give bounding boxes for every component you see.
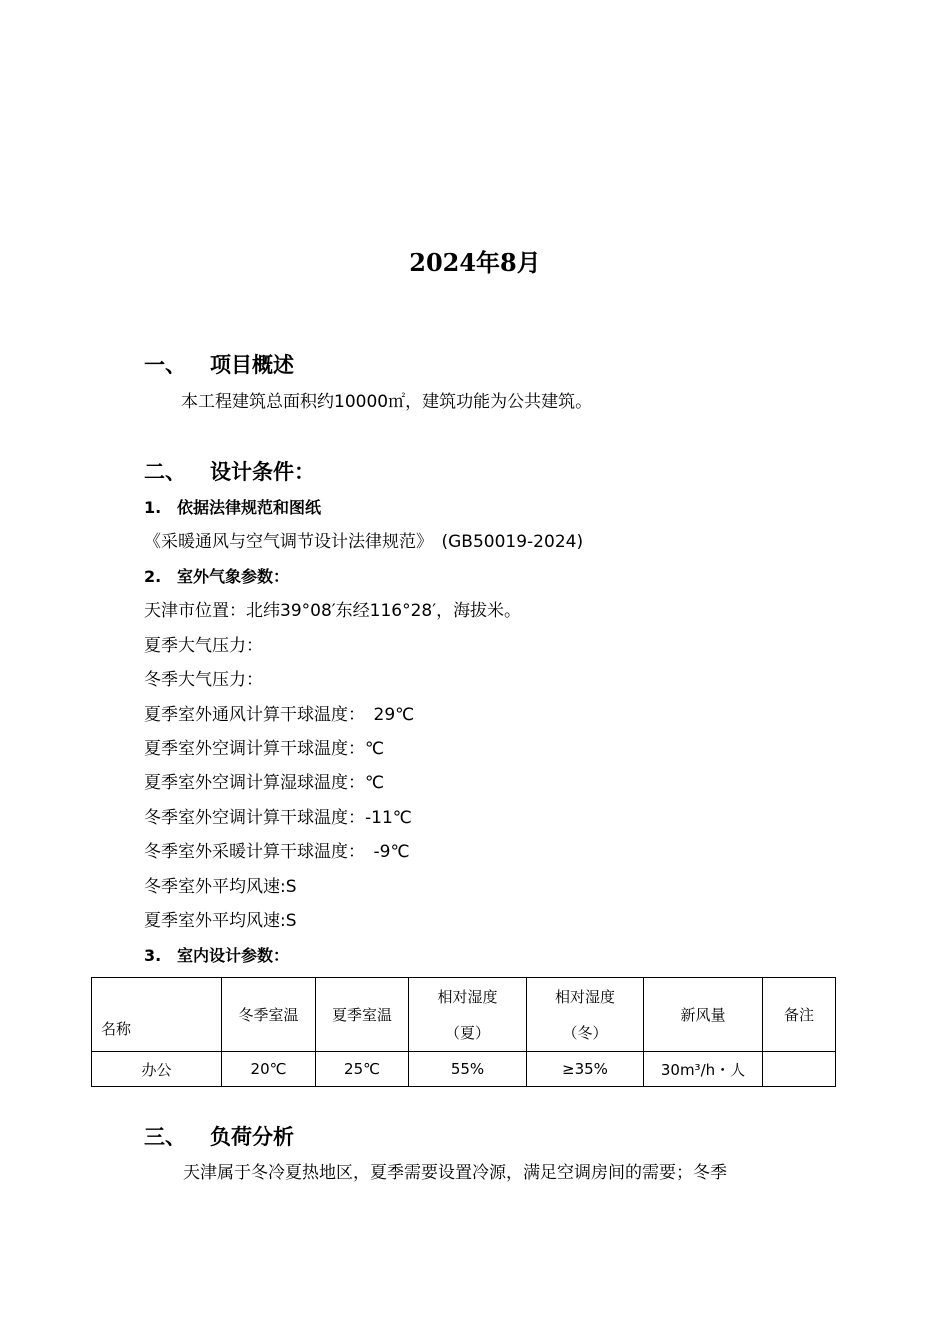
cell-winter-temp: 20℃ bbox=[222, 1052, 316, 1087]
indoor-design-parameters-table bbox=[91, 977, 836, 1087]
weather-line: 夏季室外通风计算干球温度： 29℃ bbox=[144, 705, 415, 725]
section-title: 设计条件： bbox=[210, 460, 315, 484]
header-name: 名称 bbox=[92, 978, 222, 1052]
load-analysis-paragraph: 天津属于冬冷夏热地区，夏季需要设置冷源，满足空调房间的需要；冬季 bbox=[183, 1163, 727, 1183]
section-number: 三、 bbox=[144, 1125, 186, 1149]
header-remark: 备注 bbox=[763, 978, 836, 1052]
subheading-number: 2. bbox=[144, 567, 162, 586]
weather-line: 夏季室外空调计算湿球温度：℃ bbox=[144, 773, 385, 793]
subheading-standards bbox=[144, 496, 321, 520]
header-fresh-air: 新风量 bbox=[644, 978, 763, 1052]
header-rh-summer-line1: 相对湿度 bbox=[437, 987, 498, 1006]
header-winter-temp: 冬季室温 bbox=[222, 978, 316, 1052]
weather-line: 冬季室外平均风速:S bbox=[144, 877, 297, 897]
subheading-number: 3. bbox=[144, 946, 162, 965]
header-summer-temp: 夏季室温 bbox=[316, 978, 409, 1052]
header-rh-summer-line2: （夏） bbox=[444, 1023, 490, 1042]
overview-paragraph: 本工程建筑总面积约10000㎡，建筑功能为公共建筑。 bbox=[181, 392, 593, 412]
weather-line: 冬季室外采暖计算干球温度： -9℃ bbox=[144, 842, 410, 862]
table-header-row bbox=[92, 978, 836, 1052]
weather-line: 夏季室外空调计算干球温度：℃ bbox=[144, 739, 385, 759]
section-heading-design-conditions bbox=[144, 457, 315, 487]
cell-remark bbox=[763, 1052, 836, 1087]
cell-fresh-air: 30m³/h・人 bbox=[644, 1052, 763, 1087]
weather-line: 冬季室外空调计算干球温度：-11℃ bbox=[144, 808, 412, 828]
section-title: 负荷分析 bbox=[210, 1125, 294, 1149]
cell-rh-summer: 55% bbox=[409, 1052, 527, 1087]
weather-line: 夏季室外平均风速:S bbox=[144, 911, 297, 931]
header-rh-winter-line1: 相对湿度 bbox=[554, 987, 615, 1006]
weather-line: 天津市位置：北纬39°08′东经116°28′，海拔米。 bbox=[144, 601, 522, 621]
header-rh-winter-line2: （冬） bbox=[562, 1023, 608, 1042]
subheading-title: 室外气象参数： bbox=[177, 567, 290, 586]
header-rh-summer bbox=[409, 978, 527, 1052]
section-heading-overview bbox=[144, 350, 294, 380]
section-number: 二、 bbox=[144, 460, 186, 484]
table-row bbox=[92, 1052, 836, 1087]
subheading-indoor-params bbox=[144, 944, 289, 968]
cell-name: 办公 bbox=[92, 1052, 222, 1087]
section-heading-load-analysis bbox=[144, 1122, 294, 1152]
document-date: 2024年8月 bbox=[409, 248, 541, 277]
section-number: 一、 bbox=[144, 353, 186, 377]
subheading-title: 依据法律规范和图纸 bbox=[177, 498, 322, 517]
standard-reference: 《采暖通风与空气调节设计法律规范》 (GB50019-2024) bbox=[144, 532, 584, 552]
subheading-title: 室内设计参数： bbox=[177, 946, 290, 965]
subheading-number: 1. bbox=[144, 498, 162, 517]
section-title: 项目概述 bbox=[210, 353, 294, 377]
cell-rh-winter: ≥35% bbox=[527, 1052, 644, 1087]
subheading-outdoor-weather bbox=[144, 565, 289, 589]
weather-line: 冬季大气压力： bbox=[144, 670, 263, 690]
weather-line: 夏季大气压力： bbox=[144, 636, 263, 656]
cell-summer-temp: 25℃ bbox=[316, 1052, 409, 1087]
header-rh-winter bbox=[527, 978, 644, 1052]
